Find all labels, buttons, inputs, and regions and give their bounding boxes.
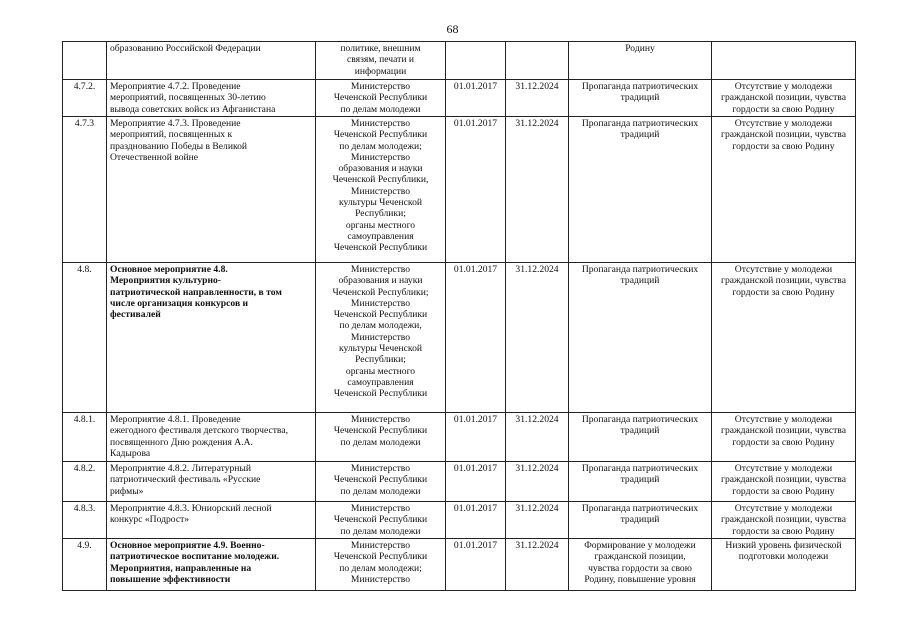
problem-description-line: подготовки молодежи: [738, 551, 829, 563]
executor-line: Чеченской Республики: [333, 474, 428, 486]
problem-description: [712, 263, 856, 413]
problem-description-line: Отсутствие у молодежи: [734, 81, 833, 92]
expected-result: [569, 80, 712, 117]
end-date: 31.12.2024: [506, 462, 569, 502]
executor-line: Чеченской Республики: [333, 551, 428, 563]
problem-description-line: гордости за свою Родину: [732, 140, 835, 152]
executor-line: по делам молодежи,: [339, 320, 422, 332]
activity-name-line: мероприятий, посвященных к: [110, 129, 233, 141]
executor: [316, 462, 446, 502]
executor: [316, 263, 446, 413]
end-date: 31.12.2024: [506, 413, 569, 462]
executor-line: Министерство: [350, 573, 411, 585]
executor-line: по делам молодежи: [340, 103, 421, 115]
start-date: 01.01.2017: [446, 462, 506, 502]
activity-name-line: Мероприятие 4.7.3. Проведение: [110, 118, 241, 129]
executor-line: информации: [354, 65, 407, 77]
executor-line: органы местного: [345, 365, 416, 377]
start-date: 01.01.2017: [446, 413, 506, 462]
executor-line: Министерство: [350, 297, 411, 309]
activity-name-line: патриотической направленности, в том: [110, 286, 282, 298]
expected-result-line: гражданской позиции,: [594, 551, 686, 563]
activity-name-line: посвященного Дню рождения А.А.: [110, 436, 253, 448]
activity-name-line: рифмы»: [110, 485, 144, 497]
executor-line: Чеченской Республики,: [332, 174, 429, 186]
problem-description-line: гордости за свою Родину: [732, 286, 835, 298]
executor-line: Министерство: [350, 81, 411, 92]
expected-result: [569, 539, 712, 591]
executor-line: по делам молодежи: [340, 485, 421, 497]
activity-name: [107, 539, 316, 591]
activity-name: [107, 263, 316, 413]
expected-result-line: традиций: [620, 92, 660, 104]
executor-line: Чеченской Республики: [333, 425, 428, 437]
table-row: [63, 502, 856, 539]
activity-name-line: празднованию Победы в Великой: [110, 140, 248, 152]
executor-line: образования и науки: [338, 163, 423, 175]
activity-name-line: патриотический фестиваль «Русские: [110, 474, 261, 486]
end-date: 31.12.2024: [506, 502, 569, 539]
executor-line: культуры Чеченской: [338, 343, 423, 355]
start-date: 01.01.2017: [446, 502, 506, 539]
problem-description: [712, 80, 856, 117]
executor-line: Министерство: [350, 331, 411, 343]
row-number: 4.7.2.: [63, 80, 107, 117]
activity-name-line: вывода советских войск из Афганистана: [110, 103, 276, 115]
executor: [316, 502, 446, 539]
activity-name-line: Кадырова: [110, 447, 151, 459]
expected-result-line: Пропаганда патриотических: [581, 81, 699, 92]
activity-name-line: Отечественной войне: [110, 151, 199, 163]
executor-line: связям, печати и: [347, 54, 414, 66]
problem-description-line: Низкий уровень физической: [725, 540, 842, 551]
problem-description: [712, 502, 856, 539]
activity-name: [107, 42, 316, 80]
activity-name-line: образованию Российской Федерации: [110, 43, 261, 54]
executor: [316, 539, 446, 591]
problem-description-line: гордости за свою Родину: [732, 525, 835, 537]
expected-result-line: традиций: [620, 425, 660, 437]
executor-line: Республики;: [355, 208, 406, 220]
problem-description-line: Отсутствие у молодежи: [734, 414, 833, 425]
executor-line: Министерство: [350, 264, 411, 275]
problem-description-line: Отсутствие у молодежи: [734, 118, 833, 129]
executor-line: самоуправления: [347, 230, 414, 242]
executor-line: Чеченской Республики: [333, 514, 428, 526]
page-number: 68: [446, 22, 459, 36]
executor: [316, 413, 446, 462]
expected-result-line: традиций: [620, 514, 660, 526]
expected-result: [569, 502, 712, 539]
activity-name-line: Мероприятия, направленные на: [110, 562, 252, 574]
activity-name-line: патриотическое воспитание молодежи.: [110, 551, 280, 563]
executor-line: по делам молодежи;: [339, 562, 422, 574]
activity-name: [107, 80, 316, 117]
expected-result-line: Пропаганда патриотических: [581, 503, 699, 514]
problem-description: [712, 117, 856, 263]
table-row: [63, 42, 856, 80]
executor-line: Министерство: [350, 185, 411, 197]
executor-line: образования и науки: [338, 275, 423, 287]
activity-name: [107, 462, 316, 502]
table-row: [63, 413, 856, 462]
table-row: [63, 462, 856, 502]
executor-line: Республики;: [355, 354, 406, 366]
problem-description-line: гражданской позиции, чувства: [721, 129, 846, 141]
row-number: 4.9.: [63, 539, 107, 591]
activity-name-line: Основное мероприятие 4.9. Военно-: [110, 540, 265, 551]
expected-result: [569, 117, 712, 263]
expected-result-line: Пропаганда патриотических: [581, 118, 699, 129]
table-row: [63, 539, 856, 591]
table-row: [63, 117, 856, 263]
problem-description: [712, 539, 856, 591]
row-number: [63, 42, 107, 80]
start-date: 01.01.2017: [446, 117, 506, 263]
row-number: 4.7.3: [63, 117, 107, 263]
executor-line: Министерство: [350, 463, 411, 474]
activity-name-line: Мероприятие 4.8.2. Литературный: [110, 463, 251, 474]
executor-line: Чеченской Республики: [333, 388, 428, 400]
row-number: 4.8.: [63, 263, 107, 413]
end-date: 31.12.2024: [506, 117, 569, 263]
activity-name-line: конкурс «Подрост»: [110, 514, 190, 526]
activity-name-line: мероприятий, посвященных 30-летию: [110, 92, 266, 104]
activity-name-line: Мероприятие 4.8.3. Юниорский лесной: [110, 503, 272, 514]
executor: [316, 42, 446, 80]
problem-description: [712, 413, 856, 462]
activity-name-line: ежегодного фестиваля детского творчества,: [110, 425, 288, 437]
problem-description-line: гражданской позиции, чувства: [721, 92, 846, 104]
activity-name-line: повышение эффективности: [110, 573, 231, 585]
executor-line: политике, внешним: [340, 43, 421, 54]
problem-description: [712, 42, 856, 80]
executor-line: культуры Чеченской: [338, 197, 423, 209]
problem-description-line: гражданской позиции, чувства: [721, 425, 846, 437]
end-date: 31.12.2024: [506, 80, 569, 117]
problem-description-line: Отсутствие у молодежи: [734, 264, 833, 275]
executor-line: самоуправления: [347, 376, 414, 388]
start-date: 01.01.2017: [446, 263, 506, 413]
executor-line: Чеченской Республики;: [332, 286, 429, 298]
executor-line: Чеченской Республики: [333, 92, 428, 104]
activity-name: [107, 502, 316, 539]
problem-description-line: Отсутствие у молодежи: [734, 503, 833, 514]
executor-line: Министерство: [350, 151, 411, 163]
executor-line: Министерство: [350, 414, 411, 425]
expected-result-line: традиций: [620, 129, 660, 141]
row-number: 4.8.2.: [63, 462, 107, 502]
start-date: [446, 42, 506, 80]
executor-line: Чеченской Республики: [333, 129, 428, 141]
activity-name-line: Мероприятия культурно-: [110, 275, 222, 287]
end-date: 31.12.2024: [506, 539, 569, 591]
row-number: 4.8.3.: [63, 502, 107, 539]
expected-result: [569, 263, 712, 413]
activity-name-line: Мероприятие 4.7.2. Проведение: [110, 81, 241, 92]
executor-line: по делам молодежи: [340, 525, 421, 537]
executor-line: по делам молодежи: [340, 436, 421, 448]
table-body: [63, 42, 856, 591]
start-date: 01.01.2017: [446, 539, 506, 591]
problem-description-line: гордости за свою Родину: [732, 103, 835, 115]
expected-result-line: традиций: [620, 275, 660, 287]
expected-result: [569, 413, 712, 462]
expected-result-line: чувства гордости за свою: [588, 562, 692, 574]
expected-result-line: традиций: [620, 474, 660, 486]
problem-description: [712, 462, 856, 502]
problem-description-line: гражданской позиции, чувства: [721, 275, 846, 287]
executor-line: Министерство: [350, 503, 411, 514]
executor-line: Министерство: [350, 118, 411, 129]
expected-result: [569, 462, 712, 502]
executor-line: Министерство: [350, 540, 411, 551]
expected-result-line: Формирование у молодежи: [584, 540, 696, 551]
executor-line: органы местного: [345, 219, 416, 231]
expected-result-line: Пропаганда патриотических: [581, 463, 699, 474]
table-row: [63, 263, 856, 413]
expected-result-line: Пропаганда патриотических: [581, 414, 699, 425]
activity-name-line: числе организация конкурсов и: [110, 297, 249, 309]
expected-result-line: Родину, повышение уровня: [584, 573, 696, 585]
activities-table: [62, 41, 856, 591]
executor-line: Чеченской Республики: [333, 242, 428, 254]
expected-result-line: Родину: [625, 43, 655, 54]
activity-name-line: фестивалей: [110, 309, 161, 321]
end-date: [506, 42, 569, 80]
executor: [316, 117, 446, 263]
problem-description-line: гражданской позиции, чувства: [721, 514, 846, 526]
table-row: [63, 80, 856, 117]
activity-name: [107, 413, 316, 462]
row-number: 4.8.1.: [63, 413, 107, 462]
activity-name: [107, 117, 316, 263]
activity-name-line: Основное мероприятие 4.8.: [110, 264, 228, 275]
activity-name-line: Мероприятие 4.8.1. Проведение: [110, 414, 241, 425]
expected-result: [569, 42, 712, 80]
end-date: 31.12.2024: [506, 263, 569, 413]
problem-description-line: гордости за свою Родину: [732, 485, 835, 497]
problem-description-line: Отсутствие у молодежи: [734, 463, 833, 474]
expected-result-line: Пропаганда патриотических: [581, 264, 699, 275]
start-date: 01.01.2017: [446, 80, 506, 117]
problem-description-line: гражданской позиции, чувства: [721, 474, 846, 486]
executor-line: по делам молодежи;: [339, 140, 422, 152]
executor-line: Чеченской Республики: [333, 309, 428, 321]
executor: [316, 80, 446, 117]
problem-description-line: гордости за свою Родину: [732, 436, 835, 448]
